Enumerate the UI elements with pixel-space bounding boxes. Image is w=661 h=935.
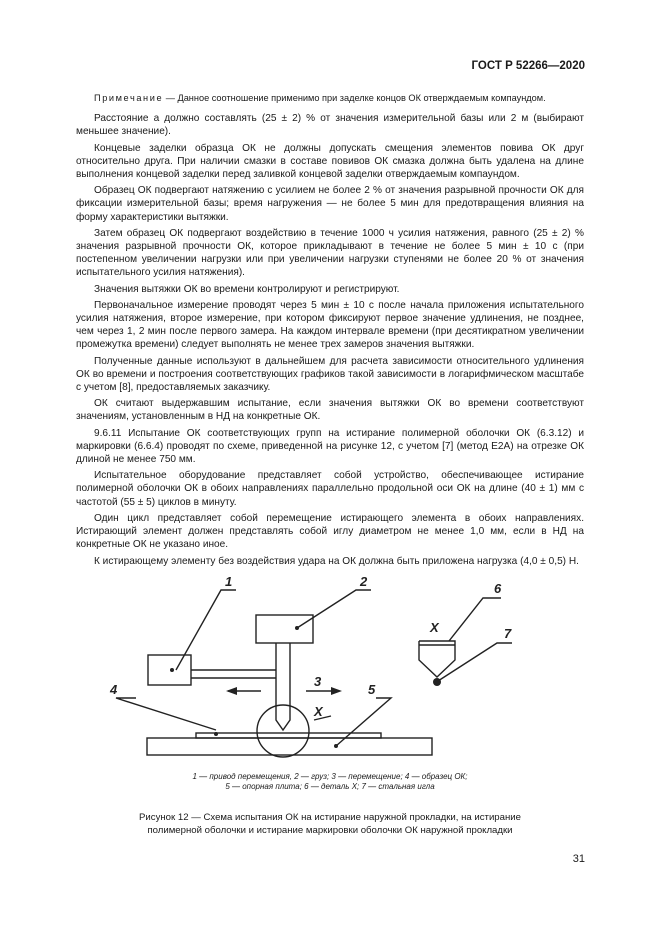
page-number: 31 [572, 853, 585, 865]
paragraph: ОК считают выдержавшим испытание, если значения вытяжки ОК во времени соответствуют значениям, установленным в НД на конкретные ОК. [76, 398, 584, 423]
paragraph: Полученные данные используют в дальнейшем для расчета зависимости относительного удлинения ОК во времени и построения соответствующих графиков такой зависимости в логарифмическом масштабе с учетом [8], предоставляемых заказчику. [76, 355, 584, 394]
paragraph: Затем образец ОК подвергают воздействию в течение 1000 ч усилия натяжения, равного (25 ± 2) % значения разрывной прочности ОК, которое прикладывают в течение не более 5 мин ± 10 с (при постепенном увеличении нагрузки или при увеличении нагрузки ступенями не более 20 % от значения испытательного усилия натяжения). [76, 227, 584, 279]
steel-needle-tip [433, 678, 441, 686]
label-6: 6 [494, 581, 502, 596]
paragraph: Образец ОК подвергают натяжению с усилием не более 2 % от значения разрывной прочности ОК для фиксации измерительной базы; время нагружения — не более 5 мин для предотвращения влияния на форму характеристики вытяжки. [76, 185, 584, 223]
label-1: 1 [225, 574, 233, 589]
paragraph: Один цикл представляет собой перемещение истирающего элемента в обоих направлениях. Истирающий элемент должен представлять собой иглу диаметром не менее 1,0 мм, если в НД на конкретные ОК не указано иное. [76, 512, 584, 551]
paragraph: Первоначальное измерение проводят через 5 мин ± 10 с после начала приложения испытательного усилия натяжения, второе измерение, при котором фиксируют первое значение удлинения, не позднее, чем через 1, 2 мин после первого замера. На каждом интервале времени (при десятикратном увеличении промежутка времени) следует выполнять не менее трех замеров значения вытяжки. [76, 299, 584, 351]
note [76, 92, 584, 105]
legend-line: 5 — опорная плита; 6 — деталь Х; 7 — стальная игла [225, 782, 435, 791]
label-2: 2 [360, 574, 368, 589]
standard-header: ГОСТ Р 52266—2020 [471, 60, 585, 72]
caption-line: полимерной оболочки и истирание маркировки оболочки ОК наружной прокладки [147, 824, 513, 836]
paragraph: Значения вытяжки ОК во времени контролируют и регистрируют. [94, 283, 400, 295]
paragraph: К истирающему элементу без воздействия удара на ОК должна быть приложена нагрузка (4,0 ± 0,5) Н. [94, 555, 579, 567]
note-label: Примечание [94, 93, 164, 103]
label-5: 5 [368, 682, 376, 697]
detail-6-shape [419, 641, 455, 677]
document-body [76, 92, 584, 571]
support-plate [147, 738, 432, 755]
paragraph: Испытательное оборудование представляет собой устройство, обеспечивающее истирание полимерной оболочки ОК в обоих направлениях параллельно продольной оси ОК на длине (40 ± 1) мм с частотой (55 ± 5) циклов в минуту. [76, 470, 584, 508]
paragraph: 9.6.11 Испытание ОК соответствующих групп на истирание полимерной оболочки ОК (6.3.12) и маркировки (6.6.4) проводят по схеме, приведенной на рисунке 12, с учетом [7] (метод Е2А) на отрезке ОК длиной не менее 750 мм. [76, 427, 584, 466]
drive-box [148, 655, 191, 685]
paragraph: Концевые заделки образца ОК не должны допускать смещения элементов повива ОК друг относительно друга. При наличии смазки в составе повивов ОК смазка должна быть удалена на длине выполнения концевой заделки перед заливкой концевой заделки отверждаемым компаундом. [76, 142, 584, 181]
figure-12-diagram [76, 568, 584, 768]
figure-legend [76, 772, 584, 792]
label-3: 3 [314, 674, 322, 689]
figure-caption [76, 812, 584, 837]
cable-sample [196, 733, 381, 738]
label-4: 4 [110, 682, 118, 697]
legend-line: 1 — привод перемещения, 2 — груз; 3 — перемещение; 4 — образец ОК; [192, 772, 468, 781]
paragraph: Расстояние а должно составлять (25 ± 2) % от значения измерительной базы или 2 м (выбирают меньшее значение). [76, 113, 584, 138]
needle-holder [276, 708, 290, 730]
caption-line: Рисунок 12 — Схема испытания ОК на истирание наружной прокладки, на истирание [139, 812, 521, 823]
detail-mark-6: X [430, 620, 439, 635]
weight-box [256, 615, 313, 643]
note-text: — Данное соотношение применимо при заделке концов ОК отверждаемым компаундом. [163, 93, 546, 103]
label-7: 7 [504, 626, 512, 641]
detail-mark-main: X [314, 704, 323, 719]
